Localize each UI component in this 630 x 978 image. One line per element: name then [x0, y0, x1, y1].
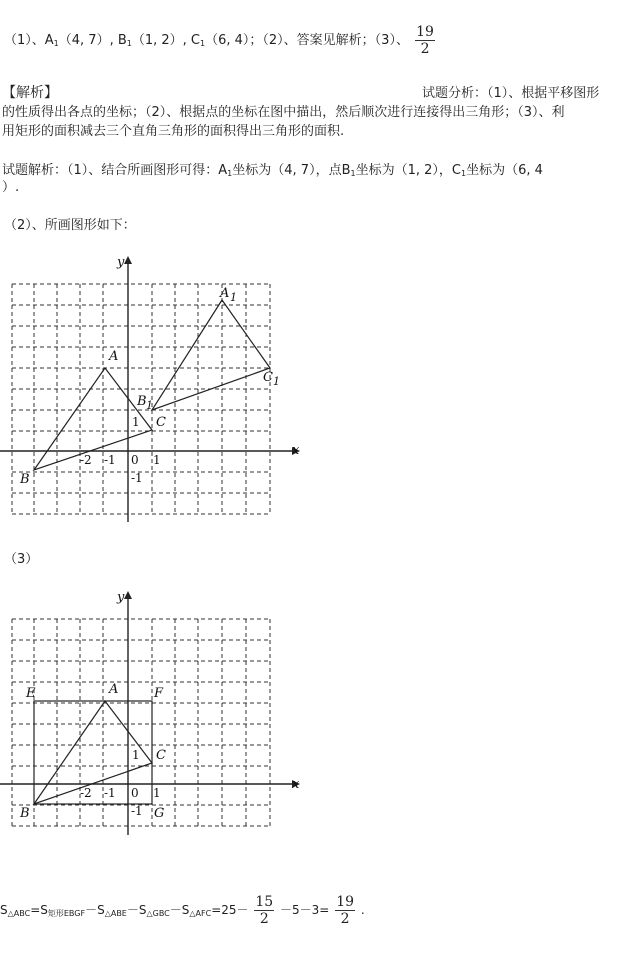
tick-y-1: 1 — [132, 415, 140, 429]
answer-fraction — [415, 24, 435, 57]
subscript: 1 — [350, 169, 356, 178]
fraction-15-over-2 — [254, 894, 274, 927]
fraction-denominator: 2 — [259, 911, 269, 927]
coordinate-graph-1 — [0, 250, 310, 530]
solution-text: 坐标为（4, 7），点B — [232, 163, 351, 178]
point-label-b1: B — [137, 394, 147, 409]
y-axis-arrow — [124, 256, 132, 264]
tick-origin: 0 — [131, 786, 139, 800]
tick-x-1: 1 — [153, 786, 161, 800]
subscript: △GBC — [146, 909, 170, 918]
tick-origin: 0 — [131, 453, 139, 467]
coordinate-graph-2 — [0, 585, 310, 855]
fraction-19-over-2 — [335, 894, 355, 927]
tick-neg-1: -1 — [104, 453, 116, 467]
subscript: 1 — [126, 39, 132, 48]
solution-line-2: ）. — [2, 180, 20, 195]
solution-text: 试题解析：（1）、结合所画图形可得：A — [2, 163, 228, 178]
point-label-b: B — [20, 806, 30, 821]
subscript: △AFC — [189, 909, 212, 918]
triangle-a1b1c1 — [152, 300, 270, 410]
x-axis-label: x — [292, 443, 300, 458]
point-label-e: E — [26, 686, 36, 701]
answer-text: （6, 4）；（2）、答案见解析；（3）、 — [205, 33, 409, 48]
subscript: 1 — [227, 169, 233, 178]
formula-text: －5－3= — [280, 903, 330, 917]
subscript: 1 — [273, 375, 280, 388]
answer-text: （1）、A — [4, 33, 54, 48]
area-formula — [0, 894, 365, 927]
part-3-label: （3） — [4, 552, 39, 567]
subscript: 1 — [146, 399, 153, 412]
tick-y-neg-1: -1 — [131, 471, 143, 485]
tick-neg-2: -2 — [80, 453, 92, 467]
answer-line — [4, 24, 437, 57]
analysis-heading: 【解析】 — [2, 85, 58, 101]
point-label-a: A — [109, 349, 119, 364]
tick-y-1: 1 — [132, 748, 140, 762]
subscript: 矩形EBGF — [47, 909, 86, 918]
point-label-c: C — [156, 415, 166, 430]
subscript: △ABC — [7, 909, 31, 918]
point-label-a1: A — [220, 286, 230, 301]
subscript: 1 — [53, 39, 59, 48]
grid-2 — [12, 619, 270, 826]
solution-text: 坐标为（6, 4 — [466, 163, 543, 178]
tick-neg-1: -1 — [104, 786, 116, 800]
subscript: △ABE — [104, 909, 127, 918]
formula-text: －S — [169, 903, 190, 917]
x-axis-label: x — [292, 777, 300, 792]
solution-text: 坐标为（1, 2），C — [355, 163, 461, 178]
point-label-c: C — [156, 748, 166, 763]
formula-text: －S — [126, 903, 147, 917]
answer-text: （1, 2）, C — [131, 33, 201, 48]
formula-text: . — [360, 903, 365, 917]
draw-intro: （2）、所画图形如下： — [4, 218, 136, 233]
tick-x-1: 1 — [153, 453, 161, 467]
subscript: 1 — [200, 39, 206, 48]
point-label-f: F — [154, 686, 164, 701]
formula-text: －S — [85, 903, 105, 917]
fraction-denominator: 2 — [420, 41, 430, 57]
analysis-lead: 试题分析：（1）、根据平移图形 — [422, 86, 600, 101]
formula-text: =S — [30, 903, 48, 917]
fraction-numerator: 19 — [416, 24, 434, 40]
answer-text: （4, 7）, B — [58, 33, 127, 48]
y-axis-label: y — [117, 255, 125, 270]
point-label-b: B — [20, 472, 30, 487]
point-label-g: G — [154, 806, 165, 821]
analysis-line-2: 的性质得出各点的坐标；（2）、根据点的坐标在图中描出，然后顺次进行连接得出三角形；（3）、利 — [2, 105, 565, 120]
tick-y-neg-1: -1 — [131, 804, 143, 818]
fraction-denominator: 2 — [340, 911, 350, 927]
analysis-line-3: 用矩形的面积减去三个直角三角形的面积得出三角形的面积. — [2, 124, 345, 139]
y-axis-arrow — [124, 591, 132, 599]
subscript: 1 — [230, 291, 237, 304]
fraction-numerator: 15 — [255, 894, 274, 910]
fraction-numerator: 19 — [336, 894, 355, 910]
point-label-a: A — [109, 682, 119, 697]
formula-text: =25－ — [211, 903, 249, 917]
solution-line-1 — [2, 159, 543, 178]
subscript: 1 — [460, 169, 467, 178]
y-axis-label: y — [117, 590, 125, 605]
formula-text: S — [0, 903, 8, 917]
tick-neg-2: -2 — [80, 786, 92, 800]
point-label-c1: C — [263, 370, 273, 385]
